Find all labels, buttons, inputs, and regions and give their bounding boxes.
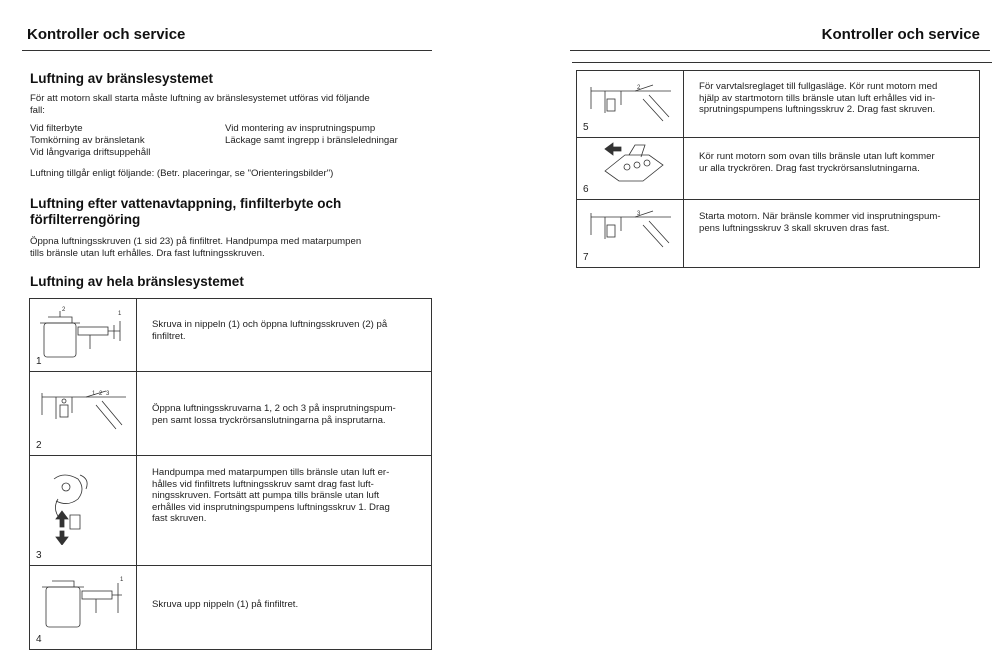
step-line: Starta motorn. När bränsle kommer vid insprutningspum-	[699, 211, 941, 222]
section-title-bleeding: Luftning av bränslesystemet	[30, 71, 214, 86]
callout-label: 3	[106, 391, 110, 397]
step-number: 5	[583, 122, 589, 133]
page-header: Kontroller och service	[27, 26, 186, 43]
step-line: Skruva upp nippeln (1) på finfiltret.	[152, 599, 299, 610]
callout-label: 2	[637, 85, 641, 91]
step-line: Öppna luftningsskruvarna 1, 2 och 3 på insprutningspum-	[152, 403, 396, 414]
table-row	[30, 299, 431, 372]
step-line: sprutningspumpens luftningsskruv 2. Drag fast skruven.	[699, 104, 936, 115]
step-description	[152, 467, 424, 525]
step-line: Kör runt motorn som ovan tills bränsle utan luft kommer	[699, 151, 935, 162]
callout-label: 1	[118, 311, 122, 317]
step-line: pens luftningsskruv 3 skall skruven dras fast.	[699, 222, 890, 234]
injection-pump-icon	[585, 81, 677, 125]
table-row	[577, 137, 979, 200]
table-row	[30, 455, 431, 566]
callout-label: 2	[99, 391, 103, 397]
step-number: 3	[36, 550, 42, 561]
illustration-cell	[30, 565, 137, 649]
step-line: Skruva in nippeln (1) och öppna luftningsskruven (2) på	[152, 319, 388, 330]
step-line: erhålles vid insprutningspumpens luftningsskruv 1. Drag	[152, 501, 390, 513]
step-number: 1	[36, 356, 42, 367]
steps-table	[29, 298, 432, 650]
water-drain-body-line: tills bränsle utan luft erhålles. Dra fast luftningsskruven.	[30, 248, 265, 259]
section-title-water-drain-line-1: Luftning efter vattenavtappning, finfilterbyte och	[30, 196, 342, 211]
illustration-cell	[30, 371, 137, 455]
step-line: fast skruven.	[152, 513, 207, 524]
step-number: 4	[36, 634, 42, 645]
callout-label: 3	[637, 211, 641, 217]
bleeding-note: Luftning tillgår enligt följande: (Betr. placeringar, se "Orienteringsbilder")	[30, 168, 334, 179]
callout-label: 2	[62, 307, 66, 313]
hand-pump-icon	[44, 469, 114, 545]
step-line: hjälp av startmotorn tills bränsle utan luft erhålles vid in-	[699, 92, 936, 104]
illustration-cell	[577, 71, 684, 137]
pressure-pipe-connections-icon	[599, 141, 669, 189]
step-number: 7	[583, 252, 589, 263]
intro-line-2: fall:	[30, 105, 45, 116]
step-line: hålles vid finfiltrets luftningsskruv samt drag fast luft-	[152, 478, 374, 490]
header-rule	[570, 50, 990, 51]
step-number: 6	[583, 184, 589, 195]
case-item: Läckage samt ingrepp i bränsleledningar	[225, 135, 398, 146]
step-description	[152, 599, 424, 611]
page-header: Kontroller och service	[821, 26, 980, 43]
step-line: ningsskruven. Fortsätt att pumpa tills bränsle utan luft	[152, 490, 380, 501]
case-item: Tomkörning av bränsletank	[30, 135, 145, 146]
step-line: Handpumpa med matarpumpen tills bränsle utan luft er-	[152, 467, 390, 478]
step-description	[699, 211, 973, 234]
step-line: ur alla tryckrören. Drag fast tryckrörsanslutningarna.	[699, 162, 920, 174]
injection-pump-icon	[585, 207, 677, 253]
header-rule	[572, 62, 992, 63]
callout-label: 1	[120, 577, 124, 583]
fine-filter-nipple-icon	[34, 575, 132, 629]
callout-label: 1	[92, 391, 96, 397]
illustration-cell	[30, 299, 137, 371]
table-row	[577, 71, 979, 138]
illustration-cell	[577, 137, 684, 199]
water-drain-body-line: Öppna luftningsskruven (1 sid 23) på finfiltret. Handpumpa med matarpumpen	[30, 236, 362, 247]
step-description	[152, 319, 424, 342]
table-row	[30, 565, 431, 649]
step-description	[699, 151, 973, 174]
step-description	[699, 81, 973, 116]
steps-table	[576, 70, 980, 268]
table-row	[577, 199, 979, 267]
fine-filter-nipple-icon	[34, 305, 132, 365]
case-item: Vid filterbyte	[30, 123, 83, 134]
step-line: För varvtalsreglaget till fullgasläge. Kör runt motorn med	[699, 81, 938, 92]
illustration-cell	[30, 455, 137, 565]
step-description	[152, 403, 424, 426]
intro-line-1: För att motorn skall starta måste luftning av bränslesystemet utföras vid följande	[30, 93, 370, 104]
section-title-full-system: Luftning av hela bränslesystemet	[30, 274, 244, 289]
section-title-water-drain-line-2: förfilterrengöring	[30, 212, 141, 227]
step-line: pen samt lossa tryckrörsanslutningarna på insprutarna.	[152, 414, 386, 426]
step-line: finfiltret.	[152, 330, 186, 342]
illustration-cell	[577, 199, 684, 267]
step-number: 2	[36, 440, 42, 451]
case-item: Vid montering av insprutningspump	[225, 123, 376, 134]
table-row	[30, 371, 431, 456]
case-item: Vid långvariga driftsuppehåll	[30, 147, 151, 158]
right-page	[500, 0, 1000, 654]
header-rule	[22, 50, 432, 51]
injection-pump-bleed-screws-icon	[36, 385, 132, 431]
